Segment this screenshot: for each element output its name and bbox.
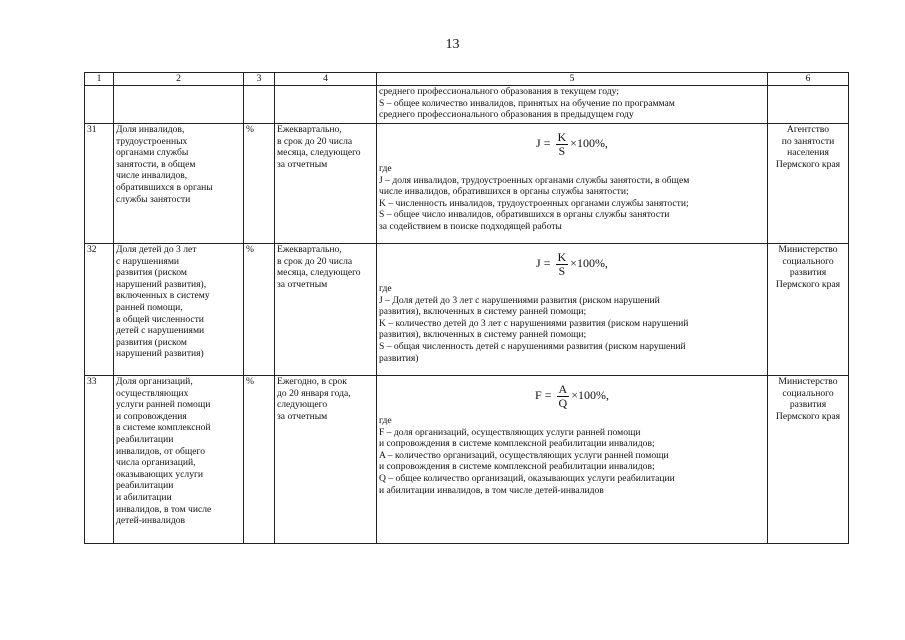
indicator-name <box>114 124 244 244</box>
text-line: по занятости <box>781 135 835 147</box>
text-line: службы занятости <box>116 193 191 205</box>
formula <box>379 377 765 415</box>
text-line: Ежеквартально, <box>277 124 342 135</box>
text-line: реабилитации <box>116 433 174 445</box>
formula-lhs: J <box>536 136 541 151</box>
formula-lhs: F <box>535 388 542 403</box>
text-line: Министерство <box>778 376 838 387</box>
reporting-period <box>275 244 377 376</box>
text-line: ранней помощи, <box>116 301 183 313</box>
formula-equals: = <box>540 256 554 271</box>
text-line: и сопровождения <box>116 410 187 422</box>
formula-denominator: Q <box>558 395 568 410</box>
text-line: и сопровождения в системе комплексной реабилитации инвалидов; <box>379 438 655 450</box>
text-line: где <box>379 415 392 426</box>
text-line: социального <box>782 387 834 399</box>
unit: % <box>244 124 275 244</box>
table-row <box>85 244 849 376</box>
text-line: и абилитации <box>116 491 172 503</box>
text-line: трудоустроенных <box>116 135 188 147</box>
text-line: J – Доля детей до 3 лет с нарушениями развития (риском нарушений <box>379 294 660 306</box>
text-line: развития), включенных в систему ранней помощи; <box>379 306 587 318</box>
text-line: за отчетным <box>277 278 328 290</box>
text-line: инвалидов, от общего <box>116 445 206 457</box>
formula-fraction <box>556 251 569 278</box>
text-line: включенных в систему <box>116 290 210 302</box>
text-line: месяца, следующего <box>277 147 361 159</box>
text-line: и абилитации инвалидов, в том числе детей-инвалидов <box>379 484 604 496</box>
row-number: 33 <box>85 376 114 544</box>
formula <box>379 125 765 163</box>
header-cell: 4 <box>275 73 377 86</box>
text-line: в срок до 20 числа <box>277 135 353 147</box>
formula-numerator: K <box>557 129 567 144</box>
text-line: Доля детей до 3 лет <box>116 244 197 255</box>
text-line: социального <box>782 255 834 267</box>
text-line: Доля инвалидов, <box>116 124 185 135</box>
text-line: осуществляющих <box>116 387 189 399</box>
formula-lhs: J <box>536 256 541 271</box>
text-line: числе инвалидов, <box>116 170 188 182</box>
text-line: где <box>379 163 392 174</box>
text-line: развития), включенных в систему ранней помощи; <box>379 329 587 341</box>
formula-fraction <box>556 131 569 158</box>
unit: % <box>244 244 275 376</box>
text-line: A – количество организаций, осуществляющих услуги ранней помощи <box>379 449 669 461</box>
text-line: занятости, в общем <box>116 158 196 170</box>
page-number: 13 <box>445 37 460 52</box>
formula-denominator: S <box>558 143 566 158</box>
text-line: населения <box>787 147 829 159</box>
text-line: и сопровождения в системе комплексной реабилитации инвалидов; <box>379 461 655 473</box>
text-line: Ежеквартально, <box>277 244 342 255</box>
text-line: F – доля организаций, осуществляющих услуги ранней помощи <box>379 426 641 438</box>
text-line: инвалидов, в том числе <box>116 503 212 515</box>
reporting-period <box>275 124 377 244</box>
text-line: Ежегодно, в срок <box>277 376 347 387</box>
header-cell: 6 <box>768 73 849 86</box>
formula-multiplier: ×100%, <box>571 388 609 403</box>
indicator-name <box>114 244 244 376</box>
text-line: за отчетным <box>277 158 328 170</box>
text-line: органами службы <box>116 147 189 159</box>
text-line: развития (риском <box>116 336 187 348</box>
text-line: Доля организаций, <box>116 376 193 387</box>
text-line: развития <box>789 267 827 279</box>
text-line: развития (риском <box>116 267 187 279</box>
text-line: обратившихся в органы <box>116 181 213 193</box>
text-line: среднего профессионального образования в текущем году; <box>379 86 619 97</box>
text-line: Агентство <box>786 124 830 135</box>
text-line: с нарушениями <box>116 255 180 267</box>
header-row <box>85 73 849 86</box>
row-number: 32 <box>85 244 114 376</box>
text-line: оказывающих услуги <box>116 468 204 480</box>
formula-multiplier: ×100%, <box>570 256 608 271</box>
text-line: среднего профессионального образования в предыдущем году <box>379 109 634 121</box>
text-line: в общей численности <box>116 313 204 325</box>
text-line: в срок до 20 числа <box>277 255 353 267</box>
indicator-rows <box>85 124 849 544</box>
indicator-name <box>114 376 244 544</box>
text-line: где <box>379 283 392 294</box>
formula-numerator: K <box>557 249 567 264</box>
text-line: числа организаций, <box>116 457 196 469</box>
text-line: за отчетным <box>277 410 328 422</box>
formula-description <box>377 244 768 376</box>
header-cell: 1 <box>85 73 114 86</box>
responsible-body <box>768 376 849 544</box>
text-line: в системе комплексной <box>116 422 211 434</box>
table-row <box>85 376 849 544</box>
formula-denominator: S <box>558 263 566 278</box>
formula-equals: = <box>540 136 554 151</box>
text-line: S – общее число инвалидов, обратившихся в органы службы занятости <box>379 209 670 221</box>
text-line: нарушений развития) <box>116 348 204 360</box>
reporting-period <box>275 376 377 544</box>
text-line: детей-инвалидов <box>116 515 186 527</box>
text-line: нарушений развития), <box>116 278 207 290</box>
text-line: числе инвалидов, обратившихся в органы службы занятости; <box>379 186 629 198</box>
text-line: J – доля инвалидов, трудоустроенных органами службы занятости, в общем <box>379 174 690 186</box>
text-line: Q – общее количество организаций, оказывающих услуги реабилитации <box>379 472 675 484</box>
text-line: Пермского края <box>775 158 841 170</box>
header-cell: 2 <box>114 73 244 86</box>
formula <box>379 245 765 283</box>
text-line: за содействием в поиске подходящей работы <box>379 220 562 232</box>
text-line: Пермского края <box>775 278 841 290</box>
continuation-row <box>85 86 849 124</box>
formula-description <box>377 376 768 544</box>
text-line: следующего <box>277 399 328 411</box>
text-line: услуги ранней помощи <box>116 399 211 411</box>
text-line: до 20 января года, <box>277 387 351 399</box>
formula-description <box>377 86 768 124</box>
text-line: K – численность инвалидов, трудоустроенных органами службы занятости; <box>379 197 689 209</box>
indicators-table <box>84 72 849 544</box>
text-line: развития) <box>379 352 419 364</box>
header-cell: 3 <box>244 73 275 86</box>
header-cell: 5 <box>377 73 768 86</box>
text-line: Министерство <box>778 244 838 255</box>
text-line: месяца, следующего <box>277 267 361 279</box>
formula-description <box>377 124 768 244</box>
row-number: 31 <box>85 124 114 244</box>
table-row <box>85 124 849 244</box>
text-line: развития <box>789 399 827 411</box>
text-line: реабилитации <box>116 480 174 492</box>
responsible-body <box>768 124 849 244</box>
responsible-body <box>768 244 849 376</box>
text-line: S – общее количество инвалидов, принятых на обучение по программам <box>379 97 675 109</box>
formula-equals: = <box>541 388 555 403</box>
unit: % <box>244 376 275 544</box>
text-line: детей с нарушениями <box>116 325 205 337</box>
formula-fraction <box>557 383 570 410</box>
formula-numerator: A <box>558 381 568 396</box>
formula-multiplier: ×100%, <box>570 136 608 151</box>
text-line: K – количество детей до 3 лет с нарушениями развития (риском нарушений <box>379 317 689 329</box>
text-line: S – общая численность детей с нарушениями развития (риском нарушений <box>379 340 686 352</box>
text-line: Пермского края <box>775 410 841 422</box>
